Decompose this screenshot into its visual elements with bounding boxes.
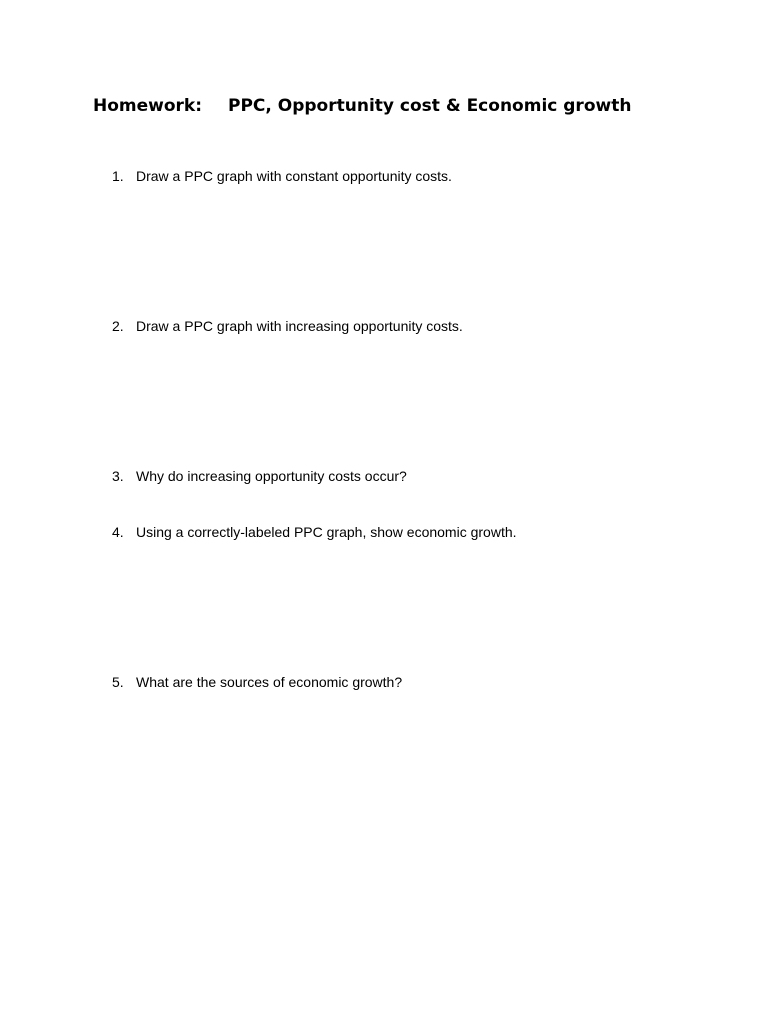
question-3 <box>0 466 768 486</box>
title-text: PPC, Opportunity cost & Economic growth <box>228 96 632 116</box>
question-2 <box>0 316 768 336</box>
question-number: 2. <box>112 318 124 334</box>
question-1 <box>0 166 768 186</box>
question-text: Why do increasing opportunity costs occur? <box>136 468 407 484</box>
question-number: 4. <box>112 524 124 540</box>
question-number: 5. <box>112 674 124 690</box>
question-4 <box>0 522 768 542</box>
question-text: What are the sources of economic growth? <box>136 674 403 690</box>
question-number: 1. <box>112 168 124 184</box>
question-5 <box>0 672 768 692</box>
title-label: Homework: <box>93 96 203 116</box>
question-number: 3. <box>112 468 124 484</box>
question-text: Draw a PPC graph with constant opportunity costs. <box>136 168 452 184</box>
question-text: Draw a PPC graph with increasing opportunity costs. <box>136 318 463 334</box>
question-text: Using a correctly-labeled PPC graph, show economic growth. <box>136 524 517 540</box>
